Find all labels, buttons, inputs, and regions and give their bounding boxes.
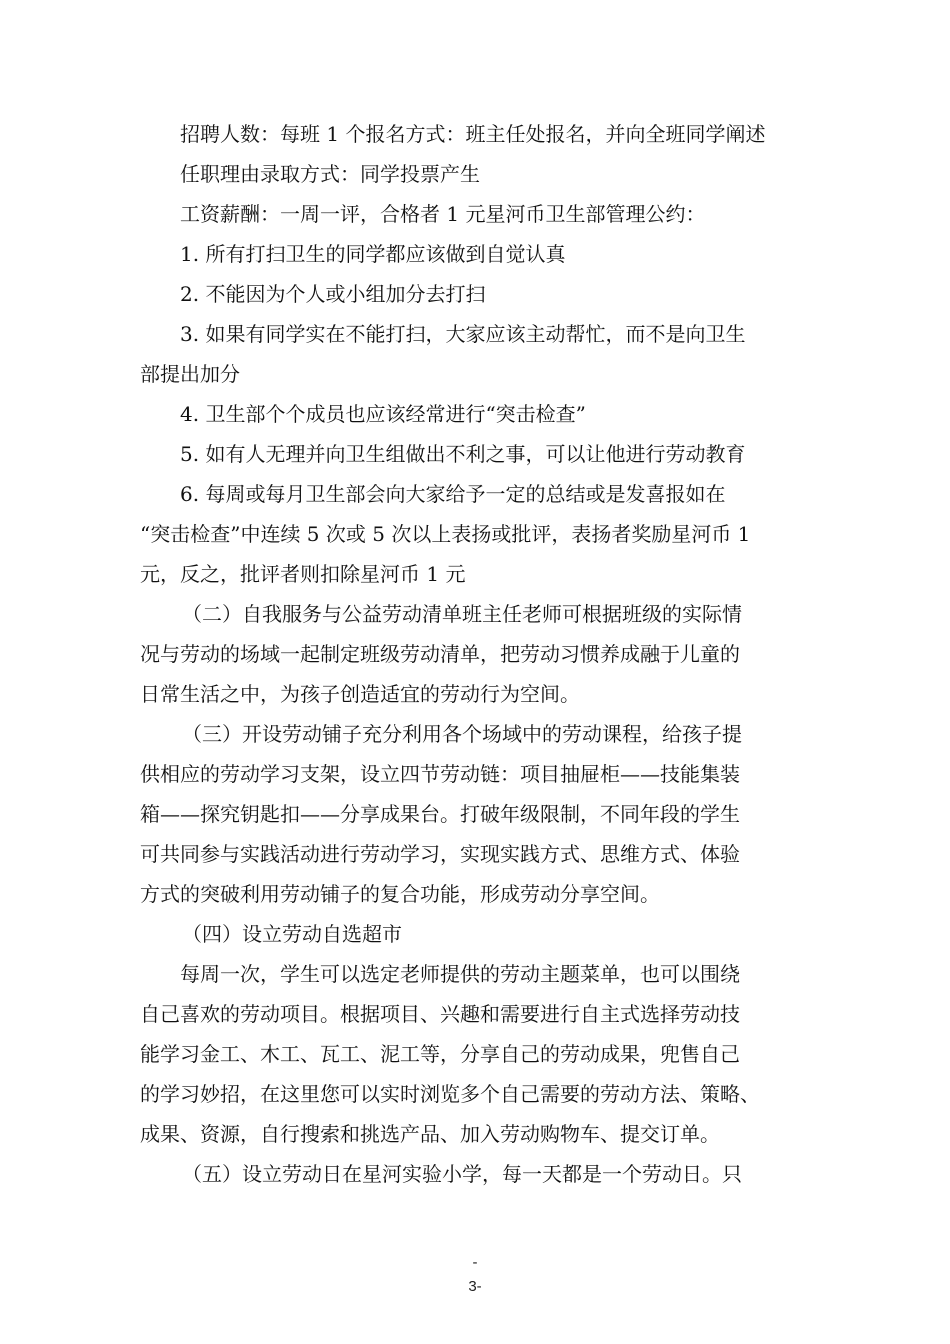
text-line: 招聘人数：每班 1 个报名方式：班主任处报名，并向全班同学阐述 — [180, 122, 766, 146]
body-text — [140, 114, 820, 1194]
footer-dash: - — [472, 1254, 478, 1271]
text-line: 况与劳动的场域一起制定班级劳动清单，把劳动习惯养成融于儿童的 — [140, 642, 740, 666]
text-line: 可共同参与实践活动进行劳动学习，实现实践方式、思维方式、体验 — [140, 842, 740, 866]
text-line: 5. 如有人无理并向卫生组做出不利之事，可以让他进行劳动教育 — [180, 442, 746, 466]
text-line: 2. 不能因为个人或小组加分去打扫 — [180, 282, 486, 306]
text-line: 元，反之，批评者则扣除星河币 1 元 — [140, 562, 466, 586]
section-heading-line: （三）开设劳动铺子充分利用各个场域中的劳动课程，给孩子提 — [182, 722, 742, 746]
text-line: 自己喜欢的劳动项目。根据项目、兴趣和需要进行自主式选择劳动技 — [140, 1002, 740, 1026]
text-line: 的学习妙招，在这里您可以实时浏览多个自己需要的劳动方法、策略、 — [140, 1082, 760, 1106]
text-line: 6. 每周或每月卫生部会向大家给予一定的总结或是发喜报如在 — [180, 482, 726, 506]
text-line: 3. 如果有同学实在不能打扫，大家应该主动帮忙，而不是向卫生 — [180, 322, 746, 346]
text-line: 4. 卫生部个个成员也应该经常进行“突击检查” — [180, 402, 586, 426]
text-line: 成果、资源，自行搜索和挑选产品、加入劳动购物车、提交订单。 — [140, 1122, 720, 1146]
text-line: 1. 所有打扫卫生的同学都应该做到自觉认真 — [180, 242, 566, 266]
text-line: 箱——探究钥匙扣——分享成果台。打破年级限制，不同年段的学生 — [140, 802, 740, 826]
text-line: 供相应的劳动学习支架，设立四节劳动链：项目抽屉柜——技能集装 — [140, 762, 740, 786]
text-line: “突击检查”中连续 5 次或 5 次以上表扬或批评，表扬者奖励星河币 1 — [140, 522, 751, 546]
text-line: 任职理由录取方式：同学投票产生 — [180, 162, 480, 186]
text-line: 能学习金工、木工、瓦工、泥工等，分享自己的劳动成果，兜售自己 — [140, 1042, 740, 1066]
section-heading-line: （五）设立劳动日在星河实验小学，每一天都是一个劳动日。只 — [182, 1162, 742, 1186]
text-line: 日常生活之中，为孩子创造适宜的劳动行为空间。 — [140, 682, 580, 706]
text-line: 每周一次，学生可以选定老师提供的劳动主题菜单，也可以围绕 — [180, 962, 740, 986]
section-heading-line: （四）设立劳动自选超市 — [182, 922, 402, 946]
page-number: 3- — [468, 1278, 482, 1295]
text-line: 部提出加分 — [140, 362, 240, 386]
text-line: 工资薪酬：一周一评，合格者 1 元星河币卫生部管理公约： — [180, 202, 706, 226]
section-heading-line: （二）自我服务与公益劳动清单班主任老师可根据班级的实际情 — [182, 602, 742, 626]
text-line: 方式的突破利用劳动铺子的复合功能，形成劳动分享空间。 — [140, 882, 660, 906]
